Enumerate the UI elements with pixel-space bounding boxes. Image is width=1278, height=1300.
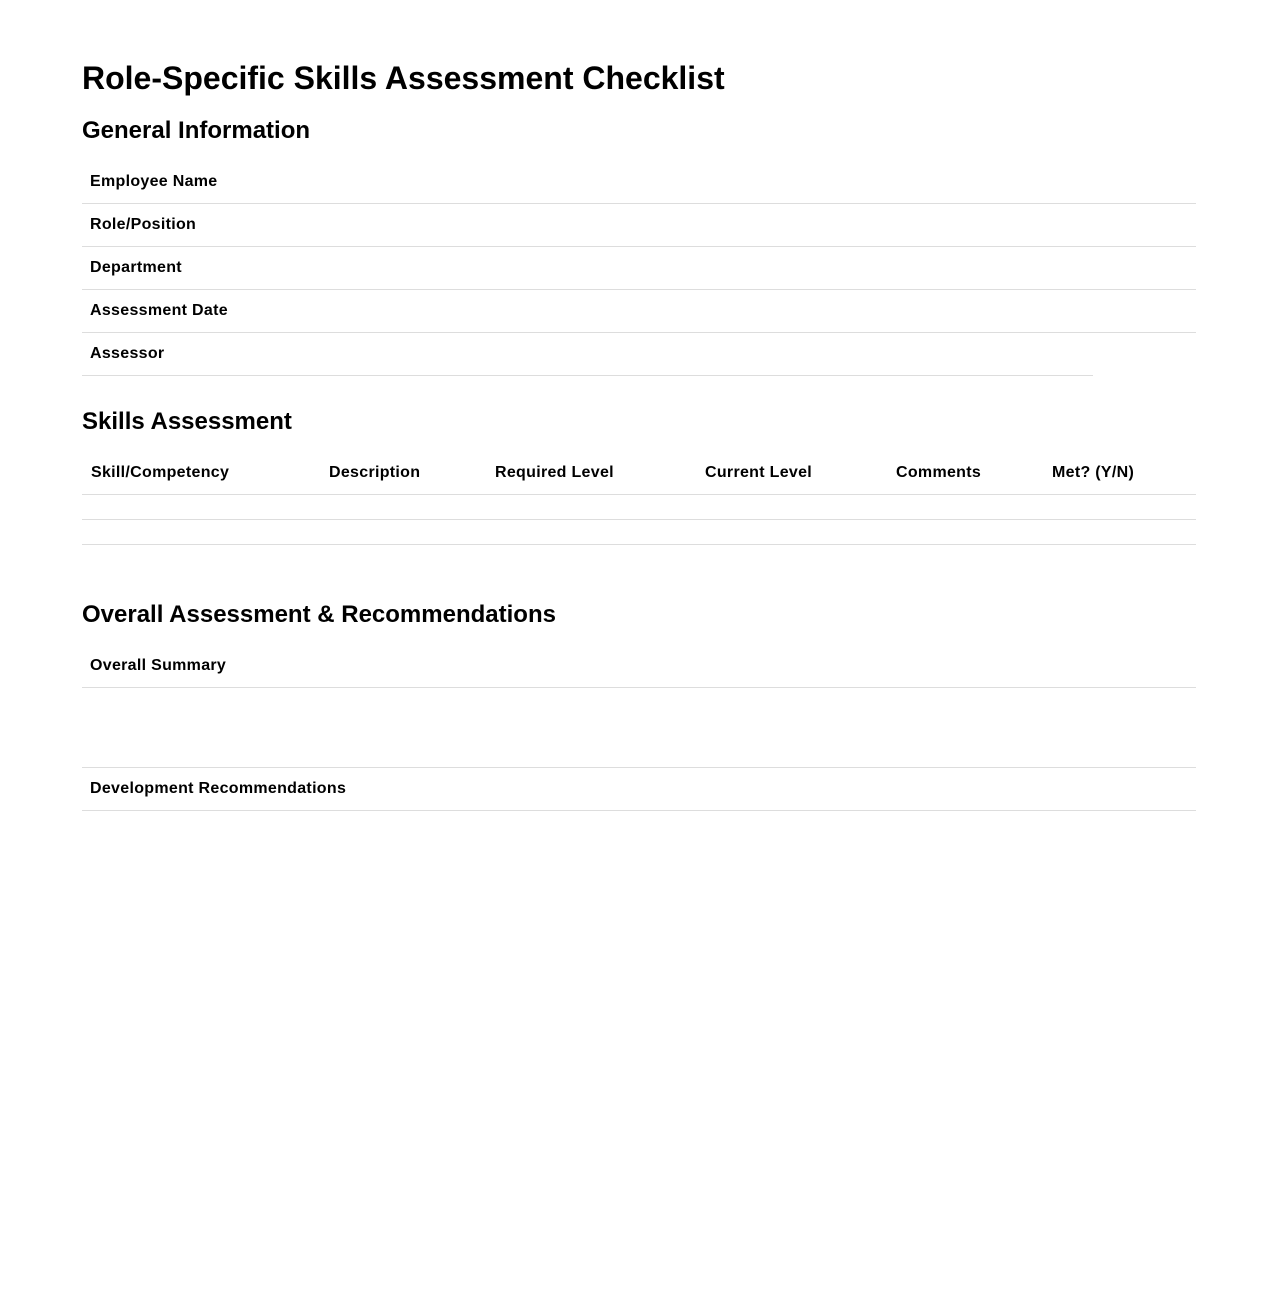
development-recommendations-label: Development Recommendations	[90, 780, 347, 797]
column-header-required-level: Required Level	[495, 464, 614, 481]
department-field[interactable]	[82, 247, 1196, 290]
development-recommendations-field[interactable]	[82, 768, 1196, 811]
skills-assessment-heading: Skills Assessment	[82, 408, 292, 435]
column-header-comments: Comments	[896, 464, 982, 481]
overall-summary-field[interactable]	[82, 645, 1196, 688]
column-header-skill: Skill/Competency	[91, 464, 230, 481]
assessment-date-field[interactable]	[82, 290, 1196, 333]
table-row[interactable]	[82, 495, 1196, 520]
overall-assessment-heading: Overall Assessment & Recommendations	[82, 601, 556, 628]
column-header-current-level: Current Level	[705, 464, 813, 481]
role-position-field[interactable]	[82, 204, 1196, 247]
employee-name-label: Employee Name	[90, 173, 218, 190]
page-title: Role-Specific Skills Assessment Checklist	[82, 60, 725, 96]
employee-name-field[interactable]	[82, 161, 1196, 204]
column-header-description: Description	[329, 464, 421, 481]
overall-summary-label: Overall Summary	[90, 657, 227, 674]
table-row[interactable]	[82, 520, 1196, 545]
general-information-heading: General Information	[82, 117, 311, 144]
assessor-field[interactable]	[82, 333, 1093, 376]
assessor-label: Assessor	[90, 345, 165, 362]
department-label: Department	[90, 259, 182, 276]
column-header-met: Met? (Y/N)	[1052, 464, 1135, 481]
skills-table-header	[82, 452, 1196, 495]
role-position-label: Role/Position	[90, 216, 197, 233]
overall-summary-input-area[interactable]	[82, 688, 1196, 768]
assessment-date-label: Assessment Date	[90, 302, 228, 319]
